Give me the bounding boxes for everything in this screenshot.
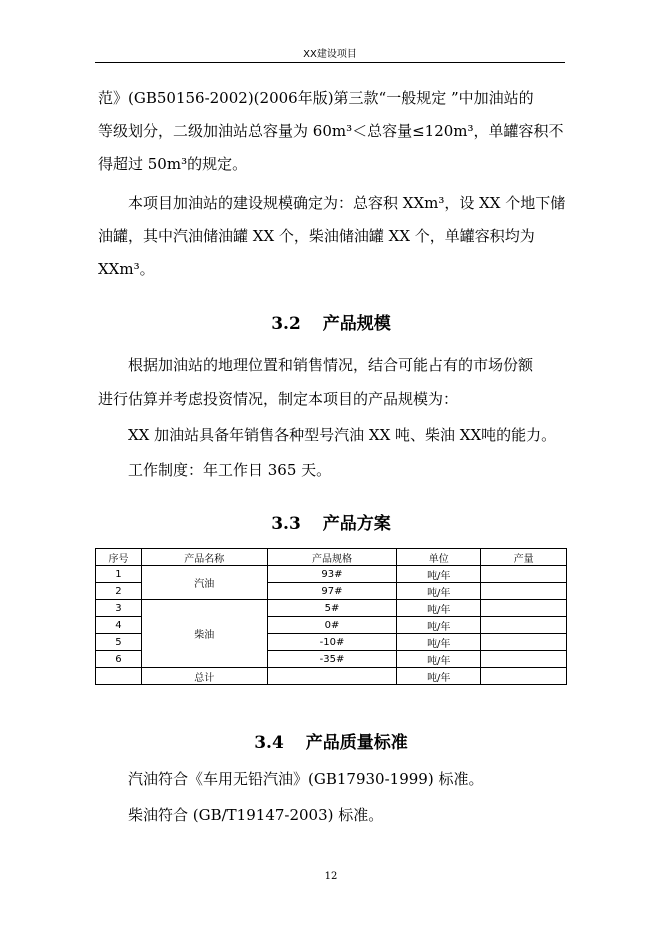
cell-spec: -10#: [267, 634, 397, 651]
cell-unit: 吨/年: [397, 617, 481, 634]
cell-unit: 吨/年: [397, 600, 481, 617]
cell-output: [481, 634, 567, 651]
col-header-unit: 单位: [397, 549, 481, 566]
cell-unit: 吨/年: [397, 583, 481, 600]
cell-unit: 吨/年: [397, 566, 481, 583]
table-header-row: [96, 549, 567, 566]
table-row: [96, 600, 567, 617]
quality-line-1: 汽油符合《车用无铅汽油》(GB17930-1999) 标准。: [128, 770, 484, 788]
s32-workdays: 工作制度：年工作日 365 天。: [128, 461, 332, 479]
col-header-name: 产品名称: [141, 549, 267, 566]
cell-no: 4: [96, 617, 142, 634]
cell-output: [481, 583, 567, 600]
cell-spec: 0#: [267, 617, 397, 634]
section-number: 3.3: [271, 514, 301, 534]
cell-no: 3: [96, 600, 142, 617]
cell-unit: 吨/年: [397, 634, 481, 651]
cell-no: 2: [96, 583, 142, 600]
cell-no: 1: [96, 566, 142, 583]
cell-no: 6: [96, 651, 142, 668]
page-header: XX建设项目: [303, 49, 357, 60]
col-header-output: 产量: [481, 549, 567, 566]
quality-line-2: 柴油符合 (GB/T19147-2003) 标准。: [128, 806, 384, 824]
cell-no: 5: [96, 634, 142, 651]
table-total-row: [96, 668, 567, 685]
cell-output: [481, 600, 567, 617]
col-header-no: 序号: [96, 549, 142, 566]
table-row: [96, 566, 567, 583]
scale-line-3: XXm³。: [98, 260, 155, 278]
intro-line-1: 范》(GB50156-2002)(2006年版)第三款“一般规定 ”中加油站的: [98, 89, 534, 107]
section-number: 3.4: [254, 733, 284, 753]
cell-spec: 97#: [267, 583, 397, 600]
cell-output: [481, 617, 567, 634]
section-number: 3.2: [271, 314, 301, 334]
product-table: [95, 548, 567, 685]
cell-total-label: 总计: [141, 668, 267, 685]
s32-line-1: 根据加油站的地理位置和销售情况，结合可能占有的市场份额: [128, 356, 534, 374]
intro-line-2: 等级划分，二级加油站总容量为 60m³＜总容量≤120m³，单罐容积不: [98, 122, 564, 140]
scale-line-2: 油罐，其中汽油储油罐 XX 个，柴油储油罐 XX 个，单罐容积均为: [98, 227, 535, 245]
section-title: 产品规模: [322, 314, 391, 334]
page-number: 12: [324, 871, 338, 882]
cell-no: [96, 668, 142, 685]
section-title: 产品质量标准: [305, 733, 408, 753]
cell-spec: -35#: [267, 651, 397, 668]
section-3-3-heading: [0, 509, 662, 534]
header-divider: [95, 62, 565, 63]
cell-spec: [267, 668, 397, 685]
section-title: 产品方案: [322, 514, 391, 534]
scale-line-1: 本项目加油站的建设规模确定为：总容积 XXm³，设 XX 个地下储: [128, 194, 566, 212]
cell-name-diesel: 柴油: [141, 600, 267, 668]
cell-spec: 93#: [267, 566, 397, 583]
cell-spec: 5#: [267, 600, 397, 617]
cell-output: [481, 566, 567, 583]
cell-unit: 吨/年: [397, 651, 481, 668]
cell-name-gasoline: 汽油: [141, 566, 267, 600]
intro-line-3: 得超过 50m³的规定。: [98, 155, 248, 173]
s32-line-2: 进行估算并考虑投资情况，制定本项目的产品规模为：: [98, 390, 459, 408]
s32-capacity: XX 加油站具备年销售各种型号汽油 XX 吨、柴油 XX吨的能力。: [128, 426, 557, 444]
cell-output: [481, 651, 567, 668]
section-3-4-heading: [0, 728, 662, 753]
col-header-spec: 产品规格: [267, 549, 397, 566]
cell-unit: 吨/年: [397, 668, 481, 685]
section-3-2-heading: [0, 309, 662, 334]
cell-output: [481, 668, 567, 685]
